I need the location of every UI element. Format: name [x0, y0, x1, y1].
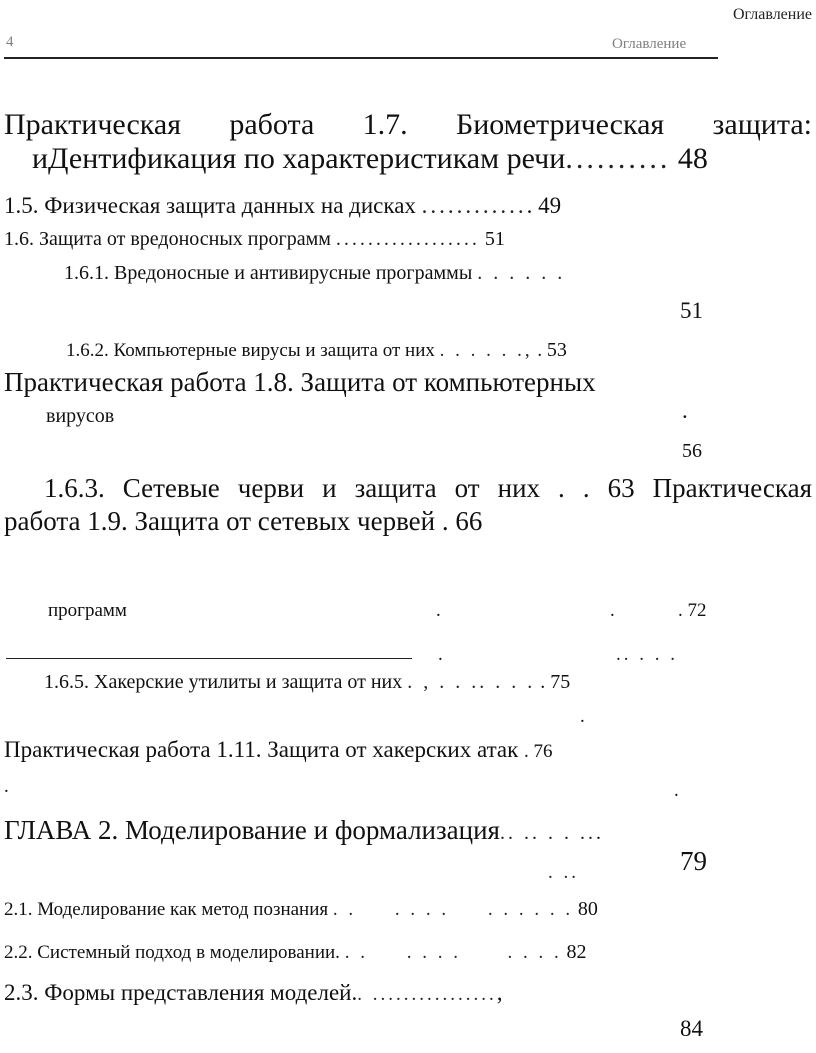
toc-entry-3-dots: .................. [335, 228, 480, 250]
toc-entry-2-tail: . [526, 193, 533, 218]
toc-entry-3 [4, 228, 505, 251]
toc-entry-8-dot-a: . [436, 600, 441, 621]
toc-entry-7-line2: работа 1.9. Защита от сетевых червей . 66 [4, 506, 483, 536]
toc-entry-11 [4, 737, 553, 763]
toc-entry-1-line1: Практическая работа 1.7. Биометрическая защита: [4, 108, 812, 141]
toc-entry-1-dots: .......... [565, 142, 671, 175]
toc-separator-rule [6, 658, 412, 659]
toc-entry-14 [4, 941, 586, 964]
toc-entry-10-page: . 75 [540, 671, 571, 693]
toc-entry-14-page: 82 [566, 941, 587, 963]
toc-entry-15-title: 2.3. Формы представления моделей. [4, 980, 358, 1005]
toc-entry-5-title: 1.6.2. Компьютерные вирусы и защита от них [66, 340, 435, 361]
toc-entry-8-dot-b: . [610, 600, 615, 621]
toc-entry-4 [64, 262, 565, 285]
toc-entry-2-page: 49 [538, 193, 562, 218]
toc-entry-13-dots: . . . . . . . . . . . . [332, 899, 574, 920]
header-rule [4, 57, 718, 59]
toc-entry-12-dots: .. .. . . .. [499, 822, 596, 844]
ghost-page-number: 4 [6, 34, 14, 50]
toc-entry-11-dot-above: . [580, 706, 585, 727]
toc-entry-12-tail: . [595, 822, 601, 844]
toc-entry-1-line2 [32, 142, 708, 176]
toc-entry-15 [4, 980, 502, 1006]
toc-entry-8-page: . 72 [678, 600, 707, 621]
toc-entry-3-title: 1.6. Защита от вредоносных программ [4, 228, 331, 250]
toc-entry-4-page: 51 [680, 298, 703, 323]
toc-entry-10-title: 1.6.5. Хакерские утилиты и защита от них [44, 671, 403, 693]
toc-entry-6-dot: . [682, 398, 688, 423]
toc-entry-4-dots: . . . . . . [477, 262, 566, 284]
toc-entry-8-title: программ [48, 600, 127, 621]
toc-entry-5-dots: . . . . . ., [439, 340, 533, 361]
toc-entry-13-page: 80 [577, 898, 598, 920]
toc-entry-13-title: 2.1. Моделирование как метод познания [4, 899, 329, 920]
toc-entry-1-title: иДентификация по характеристикам речи [32, 142, 566, 175]
toc-entry-6-page: 56 [682, 440, 702, 462]
toc-entry-8 [48, 600, 127, 622]
toc-entry-11-dot-left: . [4, 776, 9, 797]
toc-entry-14-title: 2.2. Системный подход в моделировании. [4, 942, 340, 963]
toc-entry-15-dots: . ................ [357, 984, 497, 1005]
toc-separator-dots: .. . . . [616, 644, 678, 665]
toc-entry-13 [4, 898, 598, 921]
toc-entry-4-title: 1.6.1. Вредоносные и антивирусные программы [64, 262, 473, 284]
toc-entry-2 [4, 193, 561, 219]
toc-entry-11-title: Практическая работа 1.11. Защита от хакерских атак [4, 737, 519, 762]
toc-entry-15-tail: , [496, 980, 503, 1005]
toc-entry-5 [66, 339, 567, 362]
toc-entry-11-dot-right: . [674, 780, 679, 801]
toc-entry-2-dots: ............ [421, 193, 527, 218]
toc-entry-6-line1: Практическая работа 1.8. Защита от компьютерных [4, 367, 596, 397]
toc-entry-14-dots: . . . . . . . . . . [344, 942, 562, 963]
toc-entry-7-line1: 1.6.3. Сетевые черви и защита от них . . 63 Практическая [44, 473, 812, 503]
toc-entry-3-page: 51 [484, 228, 505, 250]
toc-entry-11-page: . 76 [524, 741, 553, 762]
toc-separator-dot: . [438, 644, 443, 665]
toc-entry-12-dots-below: . .. [548, 862, 579, 883]
toc-entry-6-line2: вирусов [46, 405, 115, 427]
page-header-title: Оглавление [732, 6, 812, 23]
toc-entry-12 [4, 815, 601, 846]
toc-entry-12-page: 79 [680, 846, 707, 876]
toc-entry-12-title: ГЛАВА 2. Моделирование и формализация [4, 815, 500, 845]
toc-entry-15-page: 84 [680, 1016, 703, 1041]
toc-entry-10 [44, 671, 570, 694]
toc-entry-2-title: 1.5. Физическая защита данных на дисках [4, 193, 416, 218]
toc-entry-1-page: 48 [677, 142, 708, 175]
ghost-header-title: Оглавление [612, 36, 687, 52]
toc-entry-10-dots: . , . . .. . . . [407, 671, 536, 693]
toc-entry-5-tail: . [537, 340, 543, 361]
toc-entry-5-page: 53 [546, 339, 567, 361]
